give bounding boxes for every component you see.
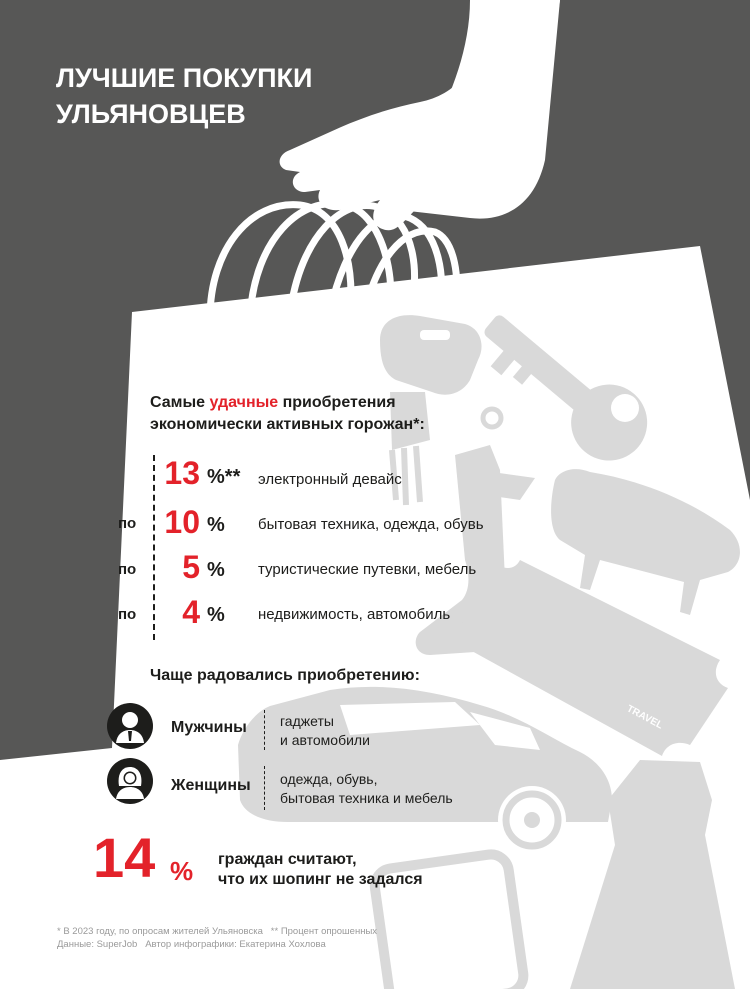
ticket-label: TRAVEL (624, 703, 665, 732)
footnote-line-1 (57, 925, 377, 938)
row-unit: % (207, 604, 225, 626)
row-unit: % (207, 514, 225, 536)
row-prefix: по (118, 561, 137, 578)
row-label: электронный девайс (258, 471, 402, 488)
summary-line: граждан считают, (218, 851, 357, 868)
group-desc-men (280, 712, 370, 750)
summary-text (218, 850, 423, 890)
row-unit: %** (207, 466, 241, 488)
section1-heading (150, 392, 425, 436)
row-value: 10 (164, 504, 200, 540)
heading-pre: Самые (150, 394, 210, 411)
row-value: 4 (182, 594, 200, 630)
woman-icon (107, 758, 153, 804)
group-divider (264, 766, 265, 810)
group-name-men: Мужчины (171, 719, 247, 736)
man-icon (107, 703, 153, 749)
summary-unit: % (170, 856, 194, 886)
footnote-2: ** Процент опрошенных (270, 926, 378, 937)
group-desc-line: бытовая техника и мебель (280, 790, 453, 806)
row-label: недвижимость, автомобиль (258, 606, 451, 623)
footnote-source: Данные: SuperJob (57, 939, 138, 950)
woman-glyph (107, 758, 153, 804)
row-unit: % (207, 559, 225, 581)
summary-value: 14 (93, 826, 156, 889)
man-glyph (107, 703, 153, 749)
group-desc-line: гаджеты (280, 713, 334, 729)
group-desc-line: и автомобили (280, 732, 370, 748)
section2-heading: Чаще радовались приобретению: (150, 667, 420, 684)
group-divider (264, 710, 265, 750)
footnote-author: Автор инфографики: Екатерина Хохлова (145, 939, 326, 950)
page-title (56, 60, 312, 132)
row-label: бытовая техника, одежда, обувь (258, 516, 484, 533)
heading-accent: удачные (209, 394, 279, 411)
title-line-1: ЛУЧШИЕ ПОКУПКИ (56, 63, 313, 93)
row-prefix: по (118, 515, 137, 532)
title-line-2: УЛЬЯНОВЦЕВ (56, 99, 246, 129)
group-desc-women (280, 770, 453, 808)
row-value: 13 (164, 455, 200, 491)
heading-post: приобретения (278, 394, 396, 411)
summary-line: что их шопинг не задался (218, 871, 423, 888)
group-name-women: Женщины (171, 777, 251, 794)
footnote-line-2 (57, 938, 326, 951)
group-desc-line: одежда, обувь, (280, 771, 378, 787)
heading-line-2: экономически активных горожан*: (150, 416, 425, 433)
footnote-1: * В 2023 году, по опросам жителей Ульяновска (57, 926, 263, 937)
row-value: 5 (182, 549, 200, 585)
row-prefix: по (118, 606, 137, 623)
row-label: туристические путевки, мебель (258, 561, 477, 578)
